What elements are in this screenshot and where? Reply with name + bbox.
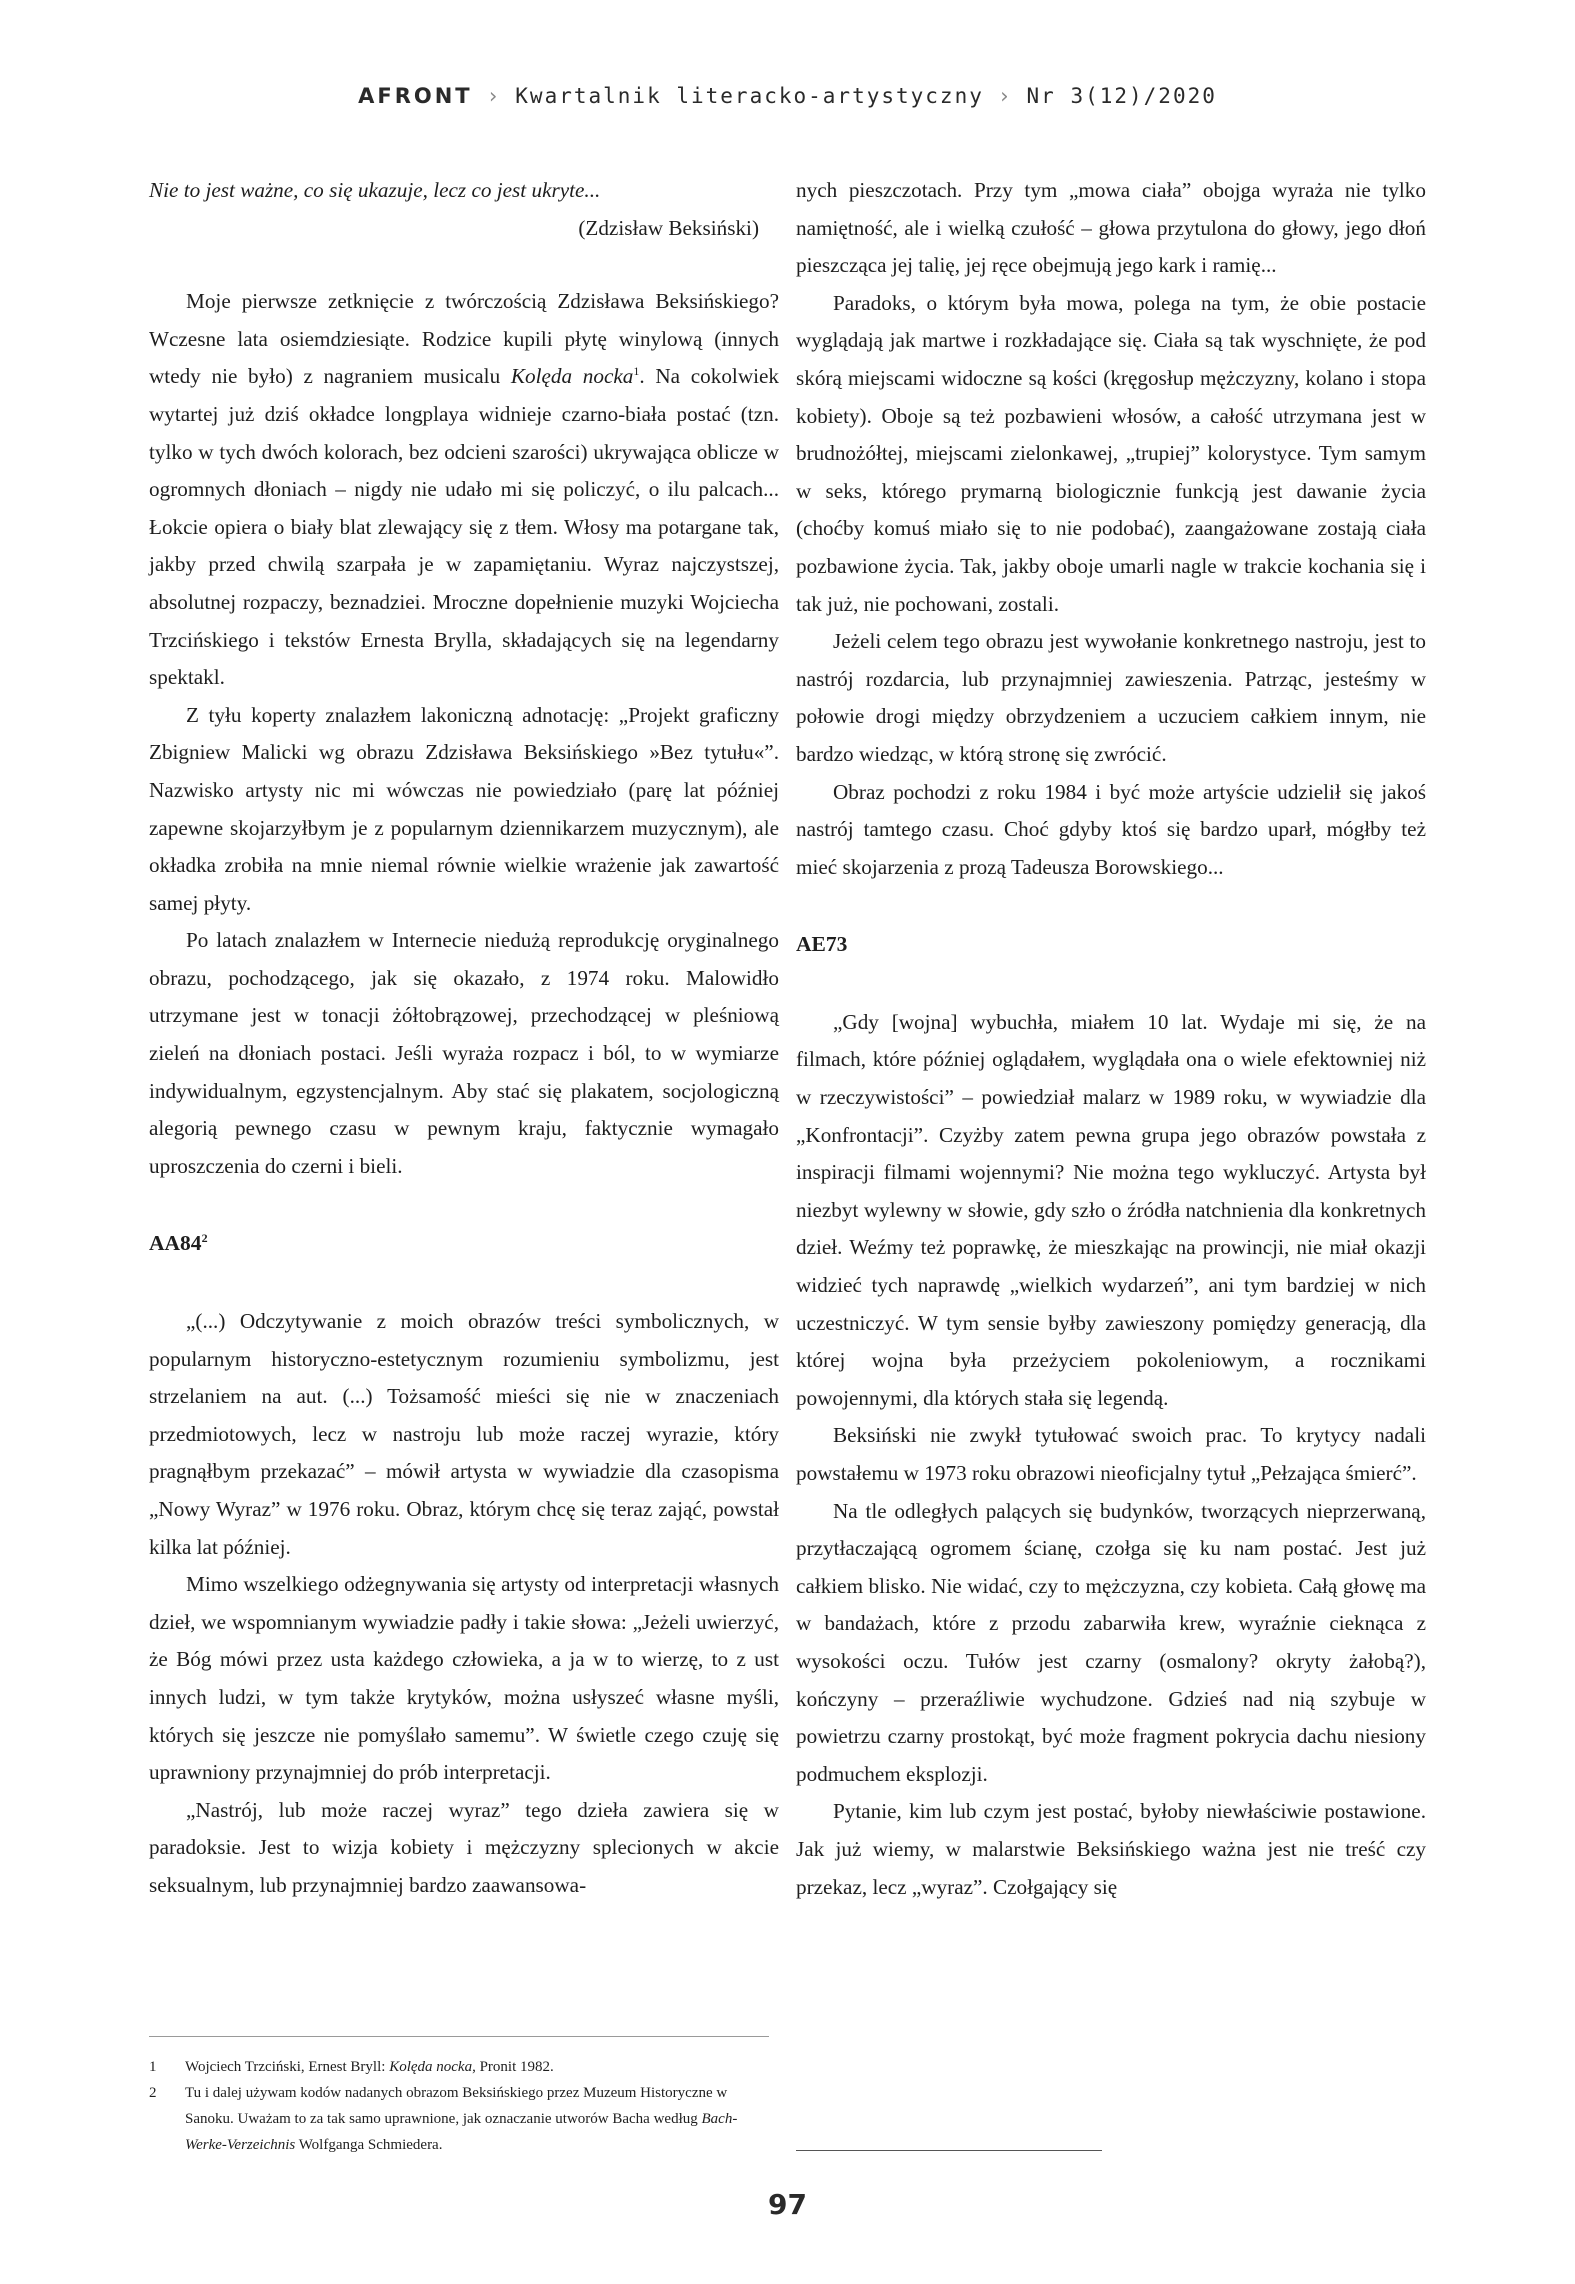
footnote-number: 2 — [149, 2085, 157, 2101]
paragraph: Paradoks, o którym była mowa, polega na tym, że obie postacie wyglądają jak martwe i rozkładające się. Ciała są tak wyschnięte, że pod skórą miejscami widoczne są kości (kręgosłup mężczyzny, kolano i stopa kobiety). Oboje są też pozbawieni włosów, a całość utrzymana jest w brudnożółtej, miejscami zielonkawej, „trupiej” kolorystyce. Tym samym w seks, którego prymarną biologicznie funkcją jest dawanie życia (choćby komuś miało się to nie podobać), zaangażowane zostają ciała pozbawione życia. Tak, jakby oboje umarli nagle w trakcie kochania się i tak już, nie pochowani, zostali. — [796, 290, 1426, 616]
paragraph: „(...) Odczytywanie z moich obrazów treści symbolicznych, w popularnym historyczno-estetycznym rozumieniu symbolizmu, jest strzelaniem na aut. (...) Tożsamość mieści się nie w znaczeniach przedmiotowych, lecz w nastroju lub może raczej wyrazie, który pragnąłbym przekazać” – mówił artysta w wywiadzie dla czasopisma „Nowy Wyraz” w 1976 roku. Obraz, którym chcę się teraz zająć, powstał kilka lat później. — [149, 1309, 779, 1559]
header-separator: › — [486, 84, 502, 108]
magazine-subtitle: Kwartalnik literacko-artystyczny — [515, 84, 984, 108]
magazine-logo: AFRONT — [358, 84, 473, 108]
paragraph: Jeżeli celem tego obrazu jest wywołanie konkretnego nastroju, jest to nastrój rozdarcia, lub przynajmniej zawieszenia. Patrząc, jesteśmy w połowie drogi między obrzydzeniem a uczuciem całkiem innym, nie bardzo wiedząc, w którą stronę się zwrócić. — [796, 629, 1426, 766]
footnote-ref[interactable]: 1 — [633, 364, 640, 379]
running-header — [0, 84, 1575, 108]
footnote-text: Tu i dalej używam kodów nadanych obrazom Beksińskiego przez Muzeum Historyczne w Sanoku. Uważam to za tak samo uprawnione, jak oznaczanie utworów Bacha według Bach-Werke-Verzeichnis Wolfganga Schmiedera. — [185, 2085, 738, 2153]
paragraph: Mimo wszelkiego odżegnywania się artysty od interpretacji własnych dzieł, we wspomnianym wywiadzie padły i takie słowa: „Jeżeli uwierzyć, że Bóg mówi przez usta każdego człowieka, a ja w to wierzę, to z ust innych ludzi, w tym także krytyków, można usłyszeć własne myśli, których się jeszcze nie pomyślało samemu”. W świetle czego czuję się uprawniony przynajmniej do prób interpretacji. — [149, 1572, 779, 1785]
footnote — [149, 2054, 749, 2080]
paragraph: Obraz pochodzi z roku 1984 i być może artyście udzielił się jakoś nastrój tamtego czasu. Choć gdyby ktoś się bardzo uparł, mógłby też mieć skojarzenia z prozą Tadeusza Borowskiego... — [796, 779, 1426, 879]
section-heading: $AA84^2$ — [149, 1231, 208, 1256]
section-heading: AE73 — [796, 932, 848, 957]
paragraph: Z tyłu koperty znalazłem lakoniczną adnotację: „Projekt graficzny Zbigniew Malicki wg obrazu Zdzisława Beksińskiego »Bez tytułu«”. Nazwisko artysty nic mi wówczas nie powiedziało (parę lat później zapewne skojarzyłbym je z popularnym dziennikarzem muzycznym), ale okładka zrobiła na mnie niemal równie wielkie wrażenie jak zawartość samej płyty. — [149, 702, 779, 915]
right-column — [796, 172, 1426, 1906]
footnote — [149, 2080, 749, 2158]
epigraph-author: (Zdzisław Beksiński) — [578, 215, 759, 240]
epigraph: Nie to jest ważne, co się ukazuje, lecz co jest ukryte... — [149, 178, 601, 202]
paragraph: nych pieszczotach. Przy tym „mowa ciała” obojga wyraża nie tylko namiętność, ale i wielką czułość – głowa przytulona do głowy, jego dłoń pieszcząca jej talię, jej ręce obejmują jego kark i ramię... — [796, 178, 1426, 278]
footnote-divider — [149, 2036, 769, 2037]
footnote-number: 1 — [149, 2059, 157, 2075]
paragraph: Na tle odległych palących się budynków, tworzących nieprzerwaną, przytłaczającą ogromem ścianę, czołga się ku nam postać. Jest już całkiem blisko. Nie widać, czy to mężczyzna, czy kobieta. Całą głowę ma w bandażach, które z przodu zabarwiła krew, wyraźnie cieknąca z wysokości oczu. Tułów jest czarny (osmalony? okryty żałobą?), kończyny – przeraźliwie wychudzone. Gdzieś nad nią szybuje w powietrzu czarny prostokąt, być może fragment pokrycia dachu niesiony podmuchem eksplozji. — [796, 1498, 1426, 1786]
column-end-divider — [796, 2150, 1102, 2151]
page-number: 97 — [768, 2188, 807, 2221]
paragraph: Pytanie, kim lub czym jest postać, byłoby niewłaściwie postawione. Jak już wiemy, w malarstwie Beksińskiego ważna jest nie treść czy przekaz, lecz „wyraz”. Czołgający się — [796, 1799, 1426, 1899]
paragraph: Po latach znalazłem w Internecie niedużą reprodukcję oryginalnego obrazu, pochodzącego, jak się okazało, z 1974 roku. Malowidło utrzymane jest w tonacji żółtobrązowej, przechodzącej w pleśniową zieleń na dłoniach postaci. Jeśli wyraża rozpacz i ból, to w wymiarze indywidualnym, egzystencjalnym. Aby stać się plakatem, socjologiczną alegorią pewnego czasu w pewnym kraju, faktycznie wymagało uproszczenia do czerni i bieli. — [149, 928, 779, 1178]
paragraph: „Nastrój, lub może raczej wyraz” tego dzieła zawiera się w paradoksie. Jest to wizja kobiety i mężczyzny splecionych w akcie seksualnym, lub przynajmniej bardzo zaawansowa- — [149, 1797, 779, 1897]
left-column — [149, 172, 779, 1905]
issue-number: Nr 3(12)/2020 — [1026, 84, 1217, 108]
header-separator: › — [997, 84, 1013, 108]
footnote-ref[interactable]: 2 — [201, 1231, 208, 1246]
paragraph: „Gdy [wojna] wybuchła, miałem 10 lat. Wydaje mi się, że na filmach, które później oglądałem, wyglądała ona o wiele efektowniej niż w rzeczywistości” – powiedział malarz w 1989 roku, w wywiadzie dla „Konfrontacji”. Czyżby zatem pewna grupa jego obrazów powstała z inspiracji filmami wojennymi? Nie można tego wykluczyć. Artysta był niezbyt wylewny w słowie, gdy szło o źródła natchnienia dla konkretnych dzieł. Weźmy też poprawkę, że mieszkając na prowincji, nie miał okazji widzieć tych naprawdę „wielkich wydarzeń”, ani tym bardziej w nich uczestniczyć. W tym sensie byłby zawieszony pomiędzy generacją, dla której wojna była przeżyciem pokoleniowym, a rocznikami powojennymi, dla których stała się legendą. — [796, 1009, 1426, 1410]
footnotes — [149, 2054, 749, 2158]
paragraph: Moje pierwsze zetknięcie z twórczością Zdzisława Beksińskiego? Wczesne lata osiemdziesiąte. Rodzice kupili płytę winylową (innych wtedy nie było) z nagraniem musicalu Kolęda nocka$^1$. Na cokolwiek wytartej już dziś okładce longplaya widnieje czarno-biała postać (tzn. tylko w tych dwóch kolorach, bez odcieni szarości) ukrywająca oblicze w ogromnych dłoniach – nigdy nie udało mi się policzyć, o ilu palcach... Łokcie opiera o biały blat zlewający się z tłem. Włosy ma potargane tak, jakby przed chwilą szarpała je w zapamiętaniu. Wyraz najczystszej, absolutnej rozpaczy, beznadziei. Mroczne dopełnienie muzyki Wojciecha Trzcińskiego i tekstów Ernesta Brylla, składających się na legendarny spektakl. — [149, 289, 780, 690]
footnote-text: Wojciech Trzciński, Ernest Bryll: Kolęda nocka, Pronit 1982. — [185, 2059, 554, 2075]
album-title: Kolęda nocka — [510, 364, 634, 389]
paragraph: Beksiński nie zwykł tytułować swoich prac. To krytycy nadali powstałemu w 1973 roku obrazowi nieoficjalny tytuł „Pełzająca śmierć”. — [796, 1423, 1426, 1485]
